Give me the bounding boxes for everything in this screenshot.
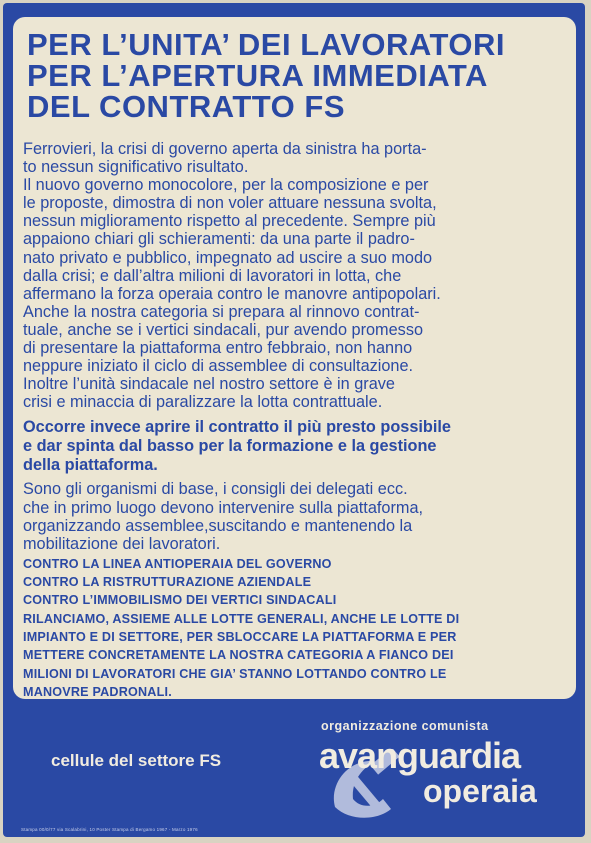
cells-label: cellule del settore FS — [51, 751, 222, 770]
emphasis-paragraph: Occorre invece aprire il contratto il più presto possibile e dar spinta dal basso per la formazione e la gestione della piattaforma. — [23, 418, 451, 475]
org-label: organizzazione comunista — [321, 719, 489, 733]
slogan-3: CONTRO L’IMMOBILISMO DEI VERTICI SINDACALI — [23, 593, 337, 608]
avanguardia-operaia-logo — [315, 733, 575, 813]
paragraph-1: Ferrovieri, la crisi di governo aperta da sinistra ha porta- to nessun significativo risultato. Il nuovo governo monocolore, per la composizione e per le proposte, dimostra di non voler attuare nessuna svolta, nessun miglioramento rispetto al precedente. Sempre più appaiono chiari gli schieramenti: da una parte il padro- nato privato e pubblico, impegnato ad uscire a suo modo dalla crisi; e dall’altra milioni di lavoratori in lotta, che affermano la forza operaia contro le manovre antipopolari. Anche la nostra categoria si prepara al rinnovo contrat- tuale, anche se i vertici sindacali, pur avendo promesso di presentare la piattaforma entro febbraio, non hanno neppure iniziato il ciclo di assemblee di consultazione. Inoltre l’unità sindacale nel nostro settore è in grave crisi e minaccia di paralizzare la lotta contrattuale. — [23, 140, 441, 412]
slogan-2: CONTRO LA RISTRUTTURAZIONE AZIENDALE — [23, 575, 312, 590]
headline: PER L’UNITA’ DEI LAVORATORI PER L’APERTURA IMMEDIATA DEL CONTRATTO FS — [27, 27, 505, 124]
printer-imprint: Stampa 00/0/77 via Scalabrini, 10 Poster Stampa di Bergamo 1967 - Marzo 1976 — [21, 827, 198, 832]
logo-word-operaia: operaia — [423, 773, 537, 809]
poster — [3, 3, 585, 837]
slogan-4: RILANCIAMO, ASSIEME ALLE LOTTE GENERALI, ANCHE LE LOTTE DI IMPIANTO E DI SETTORE, PER SBLOCCARE LA PIATTAFORMA E PER METTERE CONCRETAMENTE LA NOSTRA CATEGORIA A FIANCO DEI MILIONI DI LAVORATORI CHE GIA’ STANNO LOTTANDO CONTRO LE MANOVRE PADRONALI. — [23, 611, 460, 699]
poster-body — [23, 140, 573, 701]
slogan-list — [23, 555, 573, 701]
slogan-1: CONTRO LA LINEA ANTIOPERAIA DEL GOVERNO — [23, 556, 332, 571]
text-panel — [13, 17, 576, 699]
paragraph-2: Sono gli organismi di base, i consigli dei delegati ecc. che in primo luogo devono intervenire sulla piattaforma, organizzando assemblee,suscitando e mantenendo la mobilitazione dei lavoratori. — [23, 480, 424, 553]
logo-word-avanguardia: avanguardia — [319, 735, 521, 776]
